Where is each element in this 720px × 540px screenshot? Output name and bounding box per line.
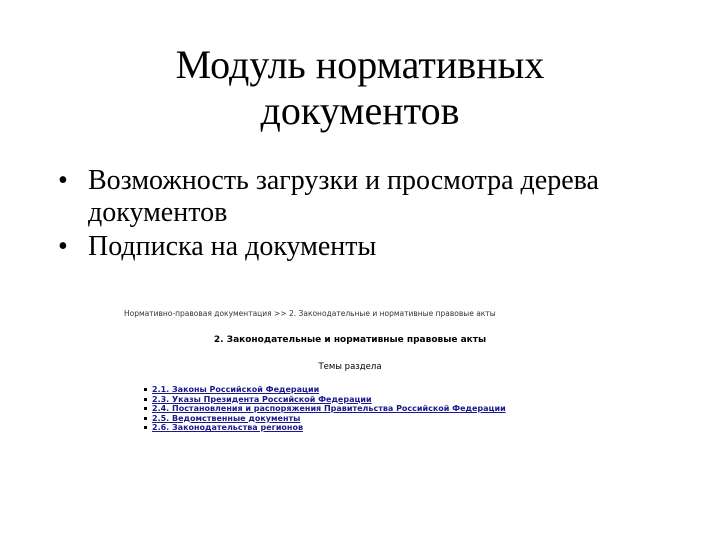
bullet-dot-icon: • bbox=[58, 231, 68, 262]
list-item bbox=[144, 385, 506, 395]
slide-title-line-1: Модуль нормативных bbox=[175, 42, 545, 87]
list-item bbox=[144, 404, 506, 414]
bullet-text: Подписка на документы bbox=[88, 231, 377, 262]
bullet-square-icon bbox=[144, 407, 147, 410]
embedded-screenshot bbox=[120, 305, 580, 445]
topic-link[interactable]: 2.4. Постановления и распоряжения Правительства Российской Федерации bbox=[152, 404, 506, 413]
section-title: 2. Законодательные и нормативные правовые акты bbox=[213, 335, 487, 345]
breadcrumb[interactable]: Нормативно-правовая документация >> 2. Законодательные и нормативные правовые акты bbox=[124, 309, 496, 318]
topic-link[interactable]: 2.5. Ведомственные документы bbox=[152, 413, 301, 423]
slide-title-line-2: документов bbox=[260, 88, 460, 133]
bullet-square-icon bbox=[144, 398, 147, 401]
bullet-text: Возможность загрузки и просмотра дерева документов bbox=[88, 165, 599, 228]
bullet-list bbox=[58, 165, 698, 265]
bullet-square-icon bbox=[144, 388, 147, 391]
topics-heading: Темы раздела bbox=[318, 362, 382, 372]
topic-link[interactable]: 2.6. Законодательства регионов bbox=[152, 423, 304, 432]
list-item bbox=[144, 414, 506, 424]
topics-list bbox=[144, 385, 506, 433]
topic-link[interactable]: 2.1. Законы Российской Федерации bbox=[152, 385, 320, 394]
bullet-dot-icon: • bbox=[58, 165, 68, 196]
slide-title bbox=[120, 42, 600, 134]
topic-link[interactable]: 2.3. Указы Президента Российской Федерации bbox=[152, 394, 372, 404]
bullet-square-icon bbox=[144, 417, 147, 420]
bullet-item bbox=[58, 231, 698, 263]
list-item bbox=[144, 423, 506, 433]
bullet-item bbox=[58, 165, 698, 229]
list-item bbox=[144, 395, 506, 405]
bullet-square-icon bbox=[144, 426, 147, 429]
